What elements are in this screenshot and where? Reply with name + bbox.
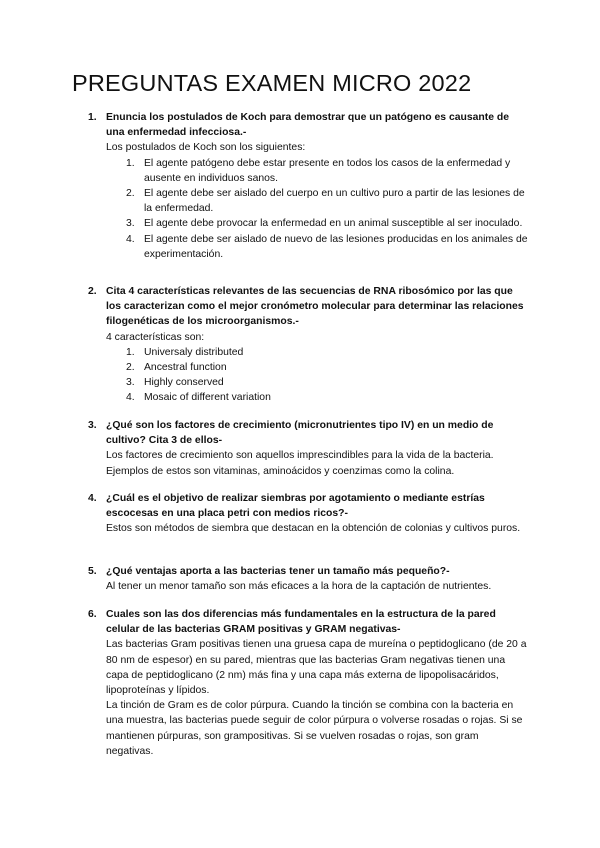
list-item [126, 216, 528, 231]
answer-list [126, 345, 528, 406]
item-number: 2. [126, 362, 135, 374]
item-number: 1. [126, 157, 135, 169]
question-number: 4. [88, 493, 97, 504]
question-number: 2. [88, 286, 97, 297]
list-item [126, 186, 528, 216]
page-title: PREGUNTAS EXAMEN MICRO 2022 [72, 70, 472, 96]
answer-text: Las bacterias Gram positivas tienen una gruesa capa de mureína o peptidoglicano (de 20 a 80 nm de espesor) en su pared, mientras que las bacterias Gram negativas tienen una capa de peptidoglicano (2 nm) más fina y una capa más externa de lipopolisacáridos, lipoproteínas y lípidos. [106, 639, 527, 697]
item-text: El agente patógeno debe estar presente en todos los casos de la enfermedad y ausente en individuos sanos. [144, 157, 511, 184]
question-6 [88, 607, 528, 759]
item-number: 4. [126, 233, 135, 245]
list-item [126, 390, 528, 405]
item-number: 2. [126, 188, 135, 200]
question-number: 6. [88, 609, 97, 620]
item-text: El agente debe provocar la enfermedad en un animal susceptible al ser inoculado. [144, 218, 523, 230]
list-item [126, 375, 528, 390]
question-title: ¿Qué ventajas aporta a las bacterias tener un tamaño más pequeño?- [106, 566, 450, 577]
question-number: 1. [88, 112, 97, 123]
list-item [126, 156, 528, 186]
answer-list [126, 156, 528, 262]
question-title: ¿Qué son los factores de crecimiento (micronutrientes tipo IV) en un medio de cultivo? Cita 3 de ellos- [106, 420, 494, 447]
question-title: Cita 4 características relevantes de las secuencias de RNA ribosómico por las que los caracterizan como el mejor cronómetro molecular para determinar las relaciones filogenéticas de los microorganismos.- [106, 286, 524, 328]
question-title: Cuales son las dos diferencias más fundamentales en la estructura de la pared celular de las bacterias GRAM positivas y GRAM negativas- [106, 609, 496, 636]
item-text: Ancestral function [144, 362, 227, 374]
list-item [126, 345, 528, 360]
item-number: 4. [126, 392, 135, 404]
answer-intro: Los postulados de Koch son los siguientes: [106, 142, 306, 154]
question-title: Enuncia los postulados de Koch para demostrar que un patógeno es causante de una enfermedad infecciosa.- [106, 112, 510, 139]
item-text: El agente debe ser aislado de nuevo de las lesiones producidas en los animales de experimentación. [144, 233, 528, 260]
answer-text: Estos son métodos de siembra que destacan en la obtención de colonias y cultivos puros. [106, 523, 521, 535]
item-number: 1. [126, 346, 135, 358]
question-2 [88, 284, 528, 406]
answer-text: Al tener un menor tamaño son más eficaces a la hora de la captación de nutrientes. [106, 581, 492, 593]
answer-text-2: La tinción de Gram es de color púrpura. Cuando la tinción se combina con la bacteria en una muestra, las bacterias puede seguir de color púrpura o volverse rosadas o rojas. Si se mantienen púrpuras, son grampositivas. Si se vuelven rosadas o rojas, son gram negativas. [106, 700, 523, 757]
question-title: ¿Cuál es el objetivo de realizar siembras por agotamiento o mediante estrías escocesas en una placa petri con medios ricos?- [106, 493, 485, 520]
question-4 [88, 491, 528, 537]
item-number: 3. [126, 377, 135, 389]
answer-text: Los factores de crecimiento son aquellos imprescindibles para la vida de la bacteria. Ejemplos de estos son vitaminas, aminoácidos y coenzimas como la colina. [106, 450, 494, 477]
item-number: 3. [126, 218, 135, 230]
list-item [126, 360, 528, 375]
question-3 [88, 418, 528, 479]
question-number: 3. [88, 420, 97, 431]
question-5 [88, 564, 528, 594]
answer-intro: 4 características son: [106, 331, 205, 343]
item-text: El agente debe ser aislado del cuerpo en un cultivo puro a partir de las lesiones de la enfermedad. [144, 188, 525, 215]
question-number: 5. [88, 566, 97, 577]
item-text: Universaly distributed [144, 346, 244, 358]
item-text: Mosaic of different variation [144, 392, 271, 404]
item-text: Highly conserved [144, 377, 224, 389]
list-item [126, 232, 528, 262]
question-1 [88, 110, 528, 262]
